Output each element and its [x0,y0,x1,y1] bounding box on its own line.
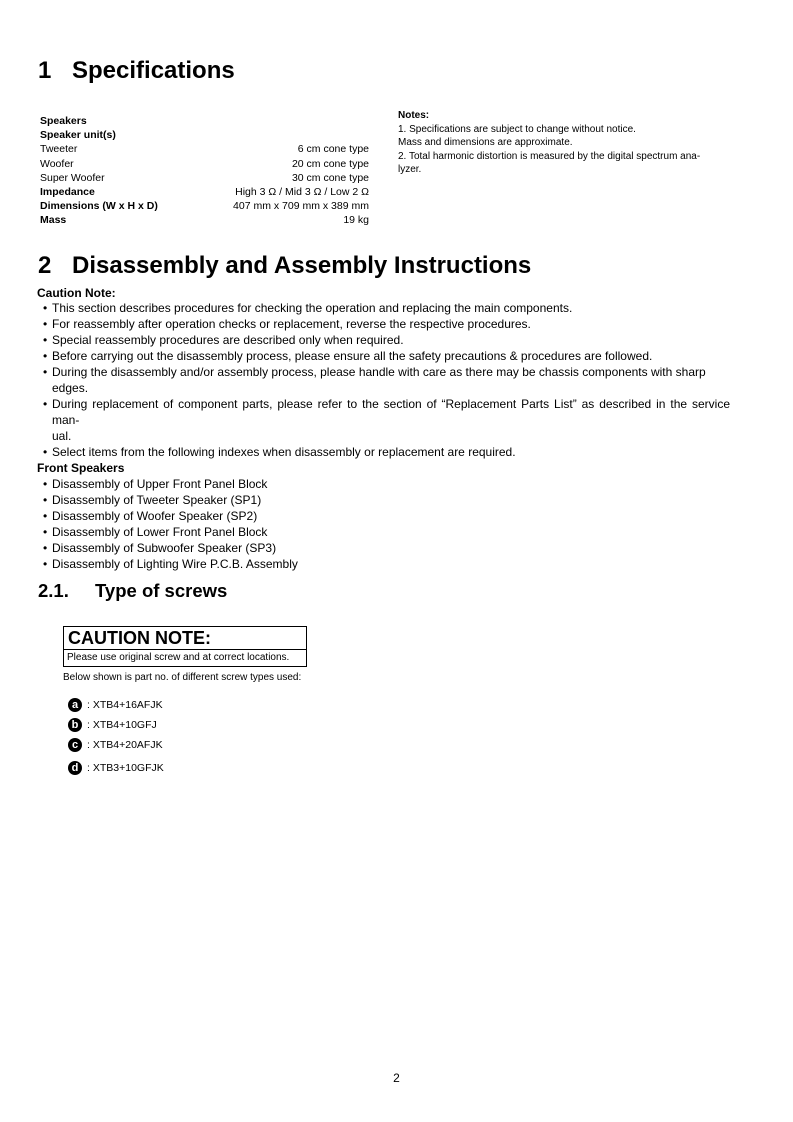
caution-box-divider [64,649,306,650]
list-item: • Disassembly of Subwoofer Speaker (SP3) [38,540,438,556]
front-speakers-title: Front Speakers [37,461,125,475]
caution-note-title: Caution Note: [37,286,116,300]
list-item: • Disassembly of Tweeter Speaker (SP1) [38,492,438,508]
screw-letter-badge: a [68,698,82,712]
spec-value: 19 kg [343,214,369,227]
notes-line: lyzer. [398,164,422,175]
list-item: • Before carrying out the disassembly process, please ensure all the safety precautions & procedures are followed. [38,348,730,364]
spec-label: Impedance [40,186,95,199]
spec-row-dimensions [40,199,369,213]
list-item: • During replacement of component parts, please refer to the section of “Replacement Parts List” as described in the service man- [38,396,730,428]
spec-value: 407 mm x 709 mm x 389 mm [233,200,369,213]
section-2-heading [38,252,531,280]
spec-row-super-woofer [40,171,369,185]
section-title: Disassembly and Assembly Instructions [72,252,532,279]
notes-block [398,109,738,177]
screw-item-d [68,761,164,775]
notes-line: Mass and dimensions are approximate. [398,137,573,148]
list-item-continuation: ual. [52,429,72,443]
list-item: • Disassembly of Upper Front Panel Block [38,476,438,492]
spec-value: 6 cm cone type [297,143,369,156]
screw-letter-badge: b [68,718,82,732]
caution-box-text: Please use original screw and at correct locations. [67,652,290,663]
spec-label: Mass [40,214,67,227]
page-number: 2 [393,1071,400,1085]
caution-box [63,626,307,667]
notes-title: Notes: [398,110,430,121]
section-number: 2 [38,252,52,279]
spec-row-tweeter [40,142,369,156]
spec-value: 20 cm cone type [291,157,369,170]
spec-row-woofer [40,157,369,171]
screws-intro: Below shown is part no. of different screw types used: [63,672,302,683]
notes-line: 2. Total harmonic distortion is measured by the digital spectrum ana- [398,150,701,162]
list-item: • During the disassembly and/or assembly process, please handle with care as there may be chassis components with sharp [38,364,730,380]
spec-speakers-label: Speakers [40,115,87,127]
notes-line: 1. Specifications are subject to change without notice. [398,123,636,135]
spec-speaker-units-label: Speaker unit(s) [40,129,116,142]
section-number: 2.1. [38,580,69,601]
screw-item-a [68,698,163,712]
list-item: • This section describes procedures for checking the operation and replacing the main components. [38,300,730,316]
caution-note-list [38,300,730,460]
screw-part-number: : XTB4+16AFJK [87,699,163,711]
screw-part-number: : XTB4+20AFJK [87,739,163,751]
screw-letter-badge: d [68,761,82,775]
screw-part-number: : XTB3+10GFJK [87,762,164,774]
screw-letter-badge: c [68,738,82,752]
screw-item-c [68,738,163,752]
list-item: • Special reassembly procedures are described only when required. [38,332,730,348]
section-title: Type of screws [95,580,228,601]
front-speakers-list [38,476,438,572]
list-item: • Disassembly of Woofer Speaker (SP2) [38,508,438,524]
list-item-continuation: edges. [52,381,89,395]
spec-row-mass [40,213,369,227]
list-item: • Disassembly of Lighting Wire P.C.B. Assembly [38,556,438,572]
spec-label: Tweeter [40,143,78,156]
section-title: Specifications [72,57,235,84]
screw-part-number: : XTB4+10GFJ [87,719,157,731]
section-number: 1 [38,57,52,84]
spec-value: High 3 Ω / Mid 3 Ω / Low 2 Ω [235,186,369,199]
screw-item-b [68,718,157,732]
specifications-table [40,114,369,228]
section-2-1-heading [38,580,227,602]
spec-label: Woofer [40,157,74,170]
caution-box-title: CAUTION NOTE: [68,628,211,648]
list-item: • Disassembly of Lower Front Panel Block [38,524,438,540]
spec-label: Dimensions (W x H x D) [40,200,158,213]
list-item: • Select items from the following indexes when disassembly or replacement are required. [38,444,730,460]
spec-label: Super Woofer [40,171,105,184]
spec-row-impedance [40,185,369,199]
section-1-heading [38,57,235,85]
list-item: • For reassembly after operation checks or replacement, reverse the respective procedures. [38,316,730,332]
spec-value: 30 cm cone type [291,171,369,184]
